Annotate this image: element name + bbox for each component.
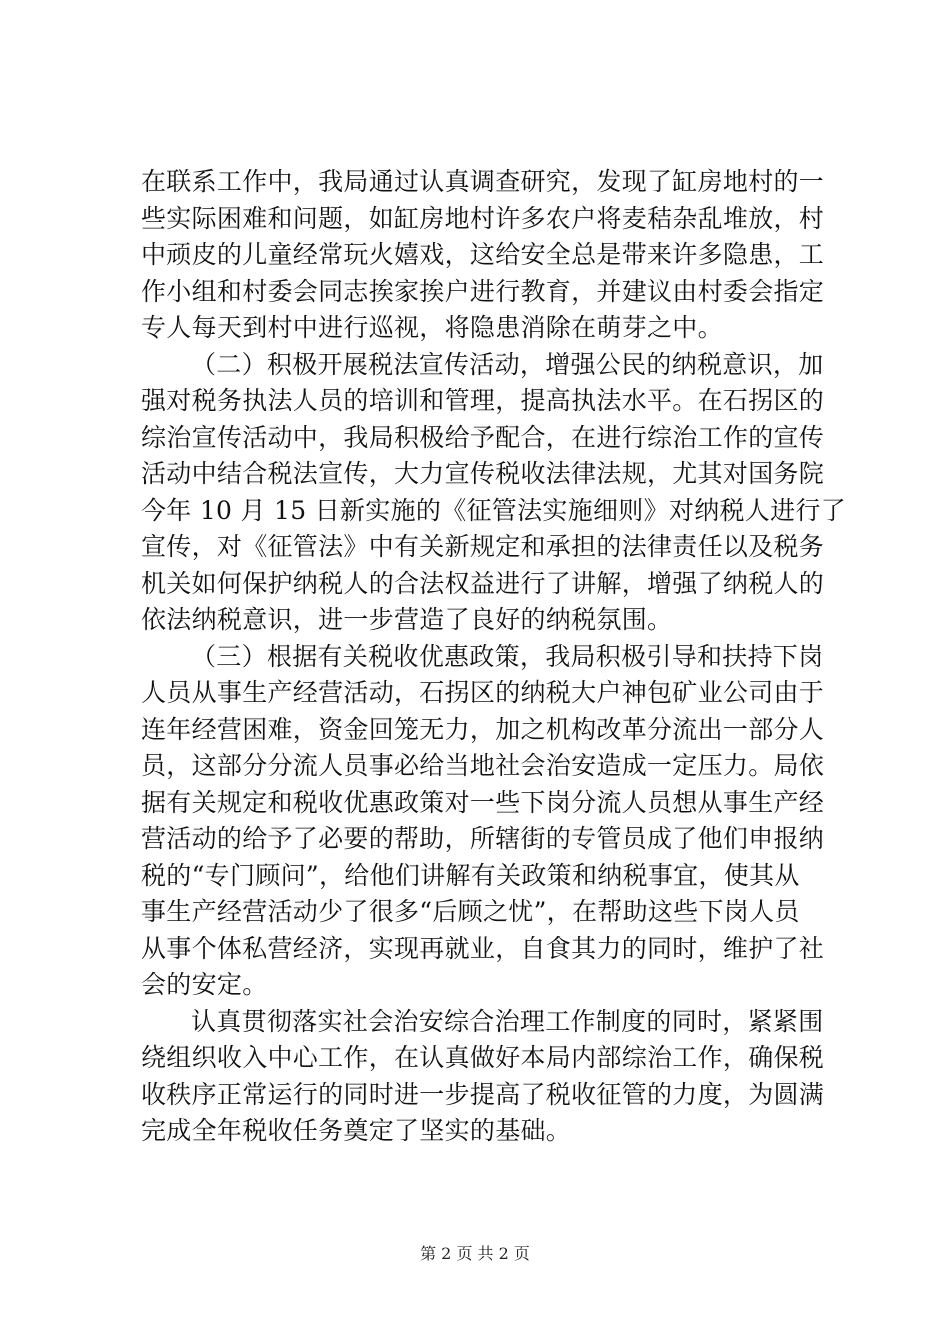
text-line: 完成全年税收任务奠定了坚实的基础。 — [141, 1116, 572, 1145]
text-line: 些实际困难和问题，如缸房地村许多农户将麦秸杂乱堆放，村 — [141, 203, 825, 233]
text-line: 强对税务执法人员的培训和管理，提高执法水平。在石拐区的 — [141, 386, 825, 415]
text-line: 营活动的给予了必要的帮助，所辖街的专管员成了他们申报纳 — [141, 824, 825, 853]
text-line: 会的安定。 — [141, 970, 268, 999]
text-line: 宣传，对《征管法》中有关新规定和承担的法律责任以及税务 — [141, 532, 825, 561]
text-line: 人员从事生产经营活动，石拐区的纳税大户神包矿业公司由于 — [141, 678, 825, 707]
text-line: 综治宣传活动中，我局积极给予配合，在进行综治工作的宣传 — [141, 422, 825, 452]
text-line: 活动中结合税法宣传，大力宣传税收法律法规，尤其对国务院 — [141, 459, 825, 488]
text-line: 专人每天到村中进行巡视，将隐患消除在萌芽之中。 — [141, 313, 723, 342]
paragraph-start-line: 认真贯彻落实社会治安综合治理工作制度的同时，紧紧围 — [191, 1006, 824, 1036]
text-line: 从事个体私营经济，实现再就业，自食其力的同时，维护了社 — [141, 933, 825, 963]
paragraph-start-line: （二）积极开展税法宣传活动，增强公民的纳税意识，加 — [191, 349, 824, 379]
text-line: 绕组织收入中心工作，在认真做好本局内部综治工作，确保税 — [141, 1043, 825, 1072]
text-line: 机关如何保护纳税人的合法权益进行了讲解，增强了纳税人的 — [141, 568, 825, 598]
text-line: 在联系工作中，我局通过认真调查研究，发现了缸房地村的一 — [141, 167, 825, 196]
text-line: 今年 10 月 15 日新实施的《征管法实施细则》对纳税人进行了 — [141, 495, 847, 525]
text-line: 事生产经营活动少了很多“后顾之忧”，在帮助这些下岗人员 — [141, 897, 800, 926]
text-line: 收秩序正常运行的同时进一步提高了税收征管的力度，为圆满 — [141, 1079, 825, 1109]
text-line: 中顽皮的儿童经常玩火嬉戏，这给安全总是带来许多隐患，工 — [141, 240, 825, 269]
text-line: 连年经营困难，资金回笼无力，加之机构改革分流出一部分人 — [141, 714, 825, 744]
text-line: 税的“专门顾问”，给他们讲解有关政策和纳税事宜，使其从 — [141, 860, 800, 890]
text-line: 作小组和村委会同志挨家挨户进行教育，并建议由村委会指定 — [141, 276, 825, 306]
page-footer: 第 2 页 共 2 页 — [420, 1244, 530, 1263]
text-line: 据有关规定和税收优惠政策对一些下岗分流人员想从事生产经 — [141, 787, 825, 817]
text-line: 员，这部分分流人员事必给当地社会治安造成一定压力。局依 — [141, 751, 825, 780]
paragraph-start-line: （三）根据有关税收优惠政策，我局积极引导和扶持下岗 — [191, 641, 824, 671]
text-line: 依法纳税意识，进一步营造了良好的纳税氛围。 — [141, 605, 673, 634]
body-text — [141, 164, 847, 1150]
